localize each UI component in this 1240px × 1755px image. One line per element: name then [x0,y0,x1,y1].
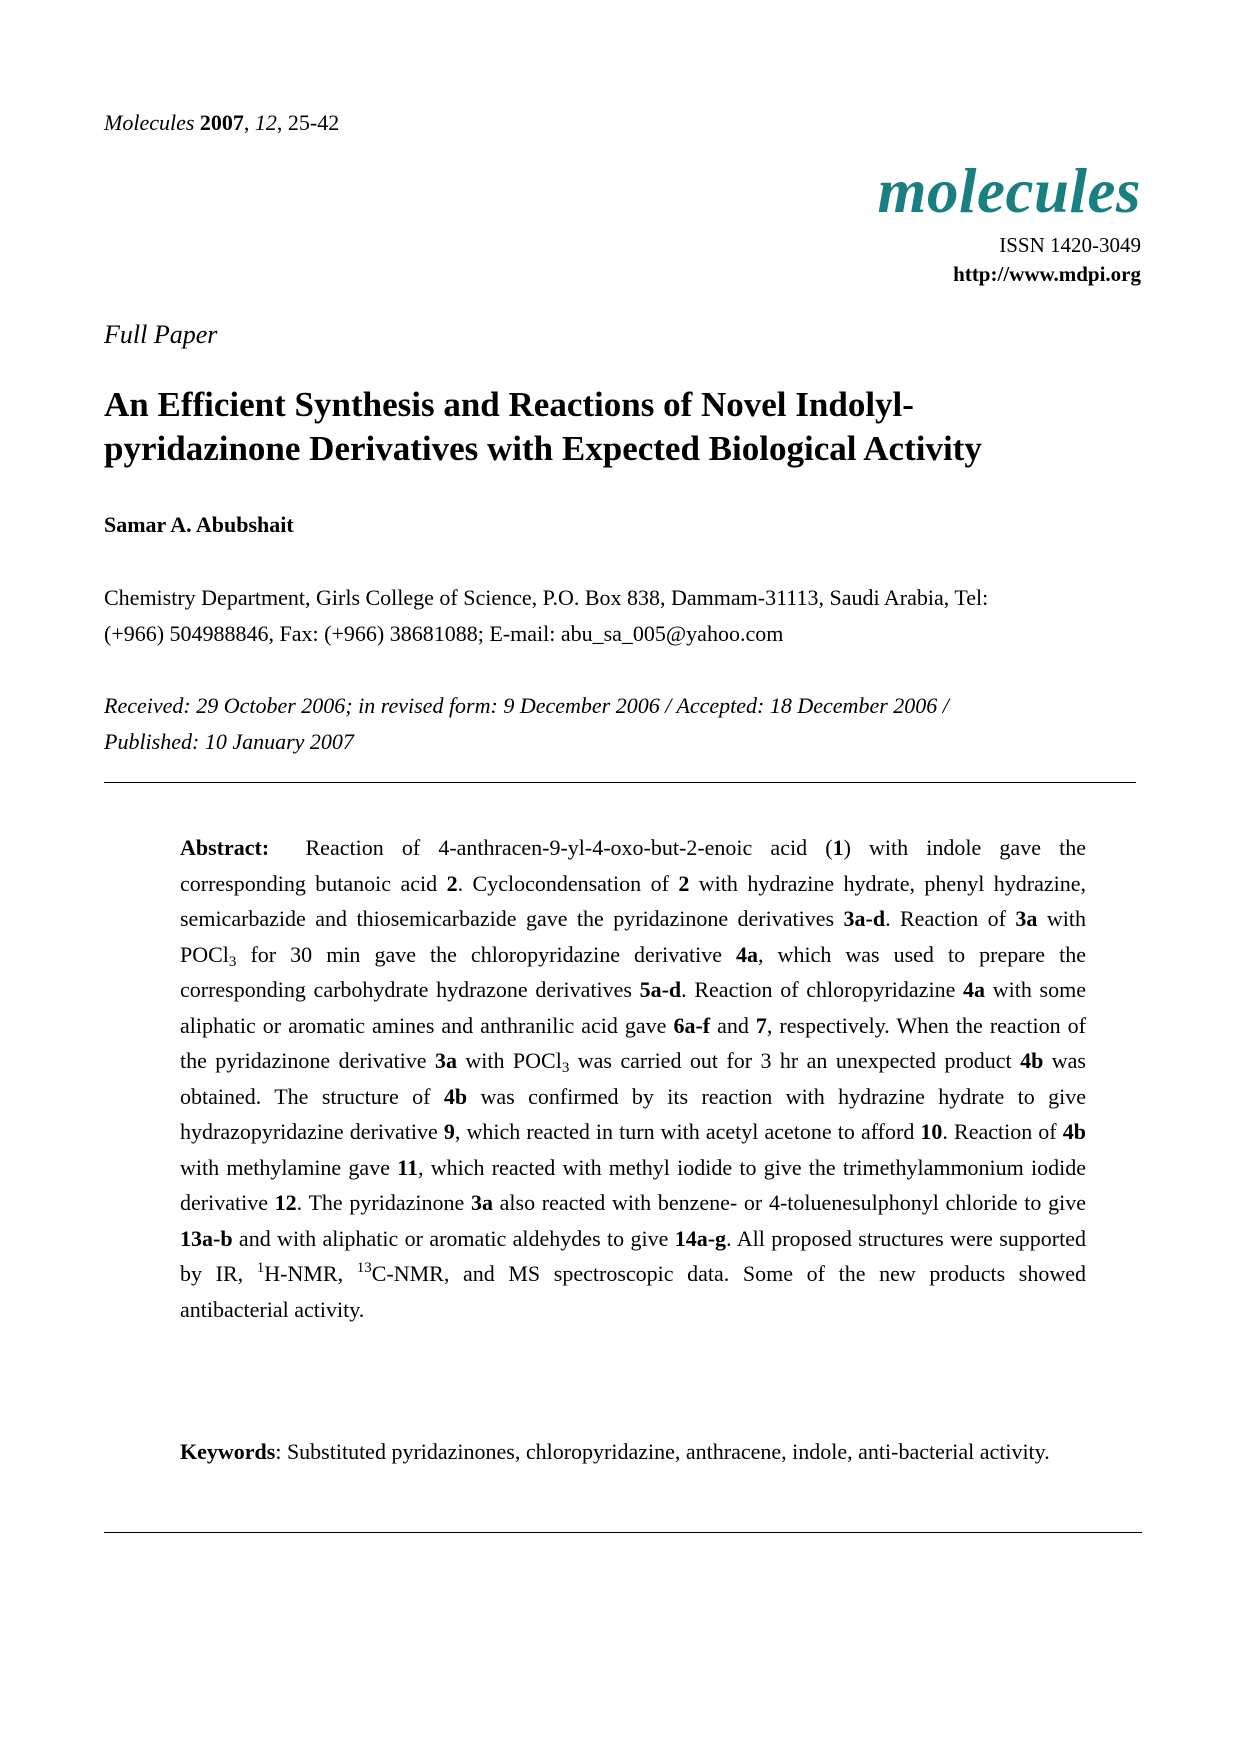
journal-year: 2007 [199,110,244,135]
abstract-text: with some aliphatic or aromatic amines and anthranilic acid gave [180,977,1086,1038]
compound-ref: 4b [443,1083,468,1109]
journal-name: Molecules [104,110,195,135]
abstract-text: was confirmed by its reaction with hydrazine hydrate to give hydrazopyridazine derivative [180,1083,1086,1144]
abstract-text: Reaction of 4-anthracen-9-yl-4-oxo-but-2-enoic acid ( [305,835,833,860]
abstract-text: . Reaction of chloropyridazine [681,977,964,1002]
paper-title-line-1: An Efficient Synthesis and Reactions of Novel Indolyl- [104,385,914,424]
compound-ref: 4a [736,941,759,967]
abstract-text: was carried out for 3 hr an unexpected product [569,1048,1021,1073]
compound-ref: 14a-g [674,1225,727,1251]
subscript: 3 [561,1060,570,1076]
publication-dates [104,688,1144,760]
compound-ref: 10 [920,1119,943,1144]
journal-citation: Molecules 2007, 12, 25-42 [104,110,340,135]
compound-ref: 11 [397,1154,418,1180]
journal-logo: molecules [877,156,1141,226]
top-divider [104,782,1136,783]
abstract-text: was obtained. The structure of [180,1048,1086,1109]
issn: ISSN 1420-3049 [999,233,1141,257]
compound-ref: 3a [1015,906,1038,931]
journal-url[interactable]: http://www.mdpi.org [953,262,1141,286]
compound-ref: 1 [832,835,844,860]
abstract-text: . All proposed structures were supported by IR, [180,1225,1086,1286]
superscript: 1 [256,1260,265,1276]
compound-ref: 6a-f [673,1012,711,1038]
compound-ref: 4a [963,977,986,1002]
keywords-label: Keywords [180,1439,276,1464]
abstract-text: , which was used to prepare the corresponding carbohydrate hydrazone derivatives [180,941,1086,1002]
author-name: Samar A. Abubshait [104,512,294,537]
compound-ref: 3a-d [843,906,886,931]
abstract-text: . Reaction of [942,1119,1063,1144]
compound-ref: 13a-b [180,1225,233,1251]
compound-ref: 7 [755,1012,767,1038]
journal-volume: 12 [254,110,277,135]
abstract-text: with methylamine gave [180,1154,398,1180]
compound-ref: 3a [470,1190,493,1215]
subscript: 3 [228,953,237,970]
abstract-text: with POCl [456,1048,562,1073]
abstract-text: with POCl [180,906,1086,967]
affiliation-line-2: (+966) 504988846, Fax: (+966) 38681088; E-mail: abu_sa_005@yahoo.com [104,621,784,646]
compound-ref: 2 [446,870,458,896]
abstract-text: for 30 min gave the chloropyridazine derivative [236,941,737,967]
paper-title-line-2: pyridazinone Derivatives with Expected Biological Activity [104,429,982,468]
bottom-divider [104,1532,1142,1533]
paper-type: Full Paper [104,320,218,349]
compound-ref: 4b [1020,1048,1044,1073]
keywords [180,1434,1086,1470]
abstract [180,830,1086,1327]
compound-ref: 12 [274,1190,297,1215]
abstract-text: . Reaction of [885,906,1016,931]
abstract-text: and with aliphatic or aromatic aldehydes to give [232,1225,675,1251]
keywords-text: : Substituted pyridazinones, chloropyridazine, anthracene, indole, anti-bacterial activity. [275,1439,1050,1464]
abstract-text: and [710,1012,756,1038]
dates-line-1: Received: 29 October 2006; in revised form: 9 December 2006 / Accepted: 18 December 2006 / [104,693,949,718]
abstract-text: , which reacted with methyl iodide to give the trimethylammonium iodide derivative [180,1154,1087,1215]
abstract-text: with hydrazine hydrate, phenyl hydrazine, semicarbazide and thiosemicarbazide gave the pyridazinone derivatives [180,870,1086,931]
abstract-text: C-NMR, and MS spectroscopic data. Some of the new products showed antibacterial activity. [180,1261,1087,1322]
dates-line-2: Published: 10 January 2007 [104,729,354,754]
abstract-text: ) with indole gave the corresponding butanoic acid [180,835,1086,896]
paper-title [104,383,1144,471]
compound-ref: 2 [678,870,690,896]
abstract-text: . Cyclocondensation of [457,870,679,896]
abstract-label: Abstract: [180,835,270,860]
abstract-text: . The pyridazinone [296,1190,471,1215]
affiliation-line-1: Chemistry Department, Girls College of Science, P.O. Box 838, Dammam-31113, Saudi Arabia, Tel: [104,585,989,610]
journal-pages: 25-42 [287,110,340,135]
abstract-text: , respectively. When the reaction of the pyridazinone derivative [180,1012,1086,1073]
superscript: 13 [356,1260,372,1276]
abstract-text: H-NMR, [264,1261,357,1286]
abstract-text: , which reacted in turn with acetyl acetone to afford [454,1119,921,1144]
abstract-text: also reacted with benzene- or 4-toluenesulphonyl chloride to give [492,1190,1086,1215]
affiliation [104,580,1144,652]
compound-ref: 9 [443,1119,455,1144]
compound-ref: 5a-d [639,977,682,1002]
compound-ref: 4b [1062,1119,1086,1144]
compound-ref: 3a [434,1048,457,1073]
